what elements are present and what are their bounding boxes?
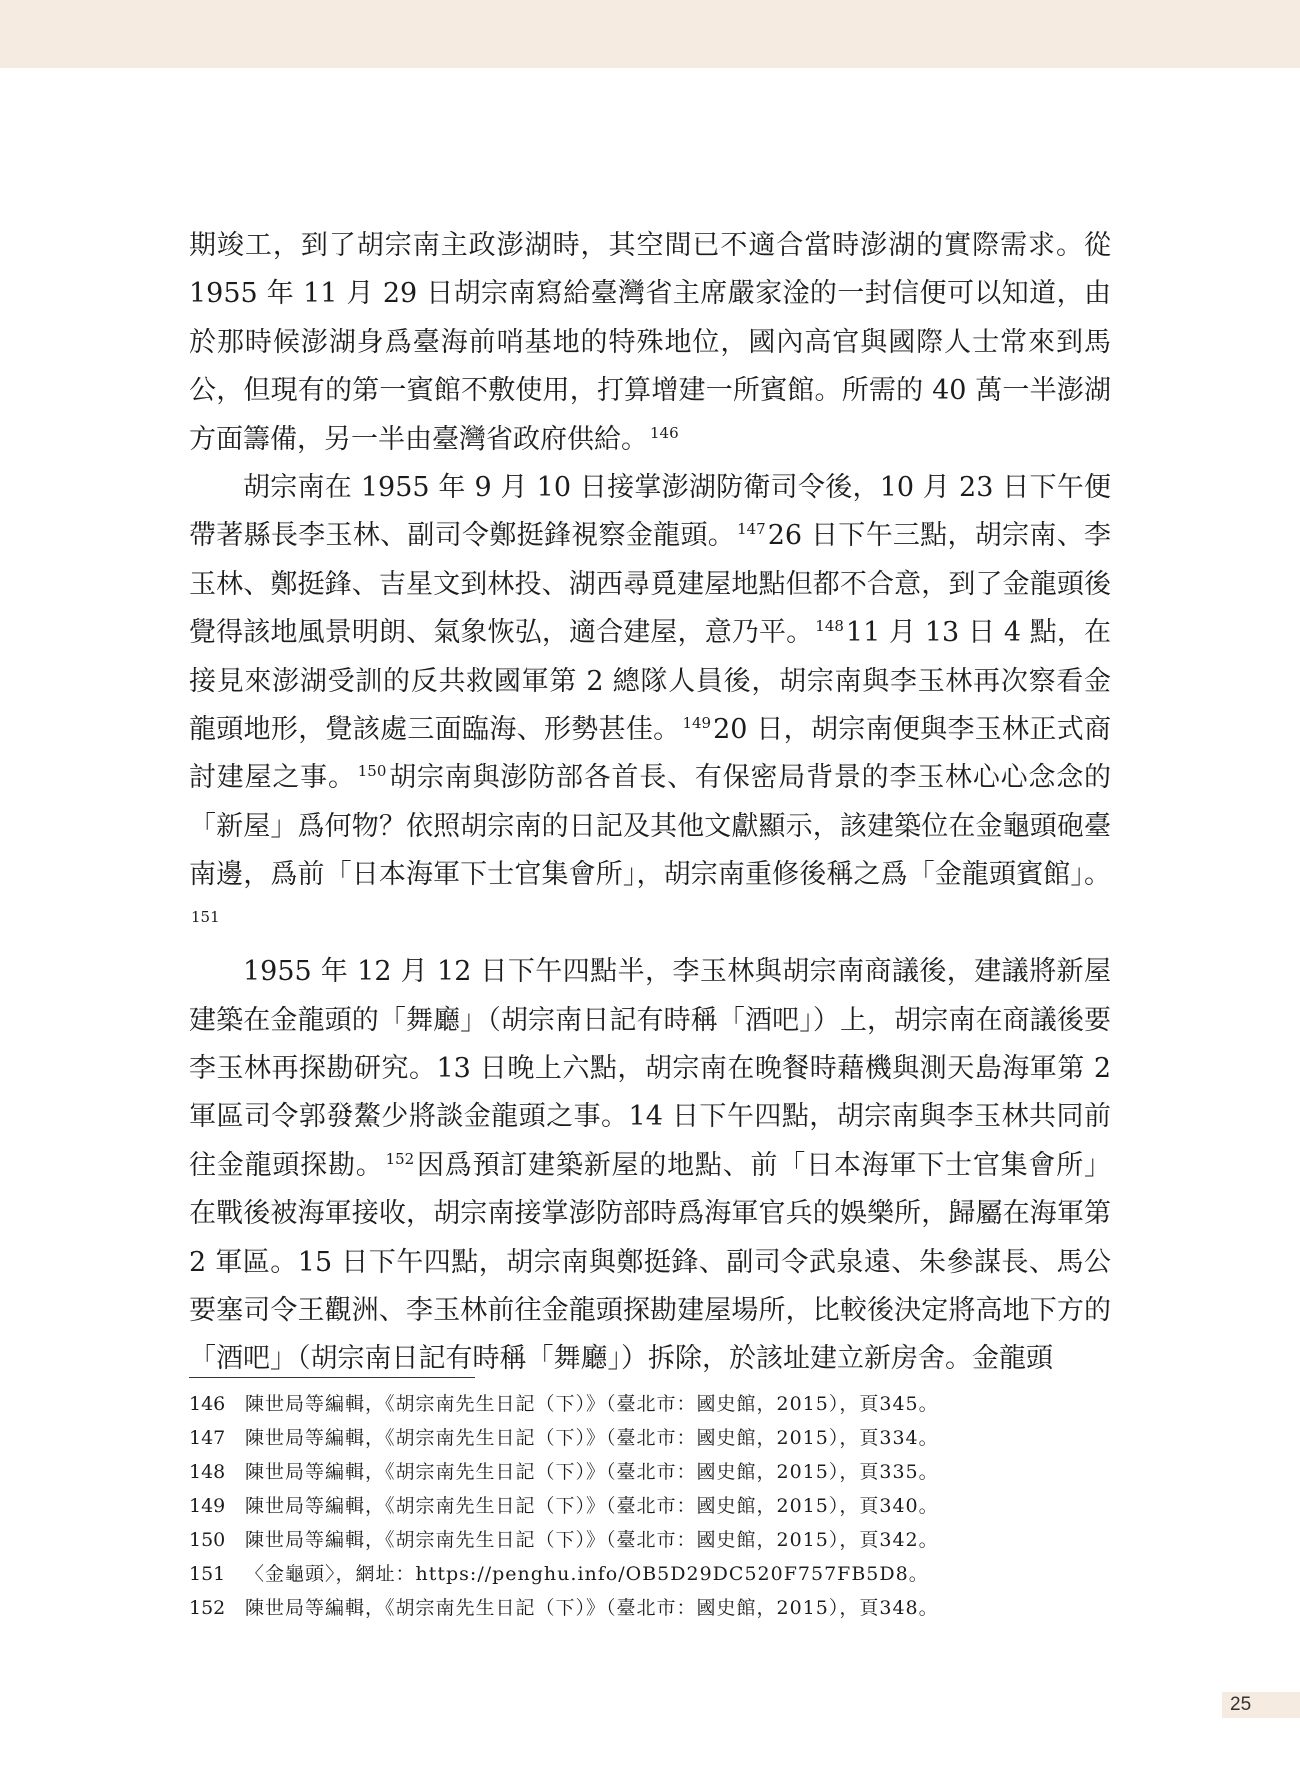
top-header-band (0, 0, 1300, 68)
footnote-item (189, 1455, 1109, 1489)
footnote-item (189, 1387, 1109, 1421)
footnote-item (189, 1489, 1109, 1523)
footnote-ref[interactable]: 149 (682, 714, 712, 733)
body-paragraph (189, 948, 1111, 1384)
paragraph-text: 11 月 13 日 4 點，在接見來澎湖受訓的反共救國軍第 2 總隊人員後，胡宗南與李玉林再次察看金龍頭地形，覺該處三面臨海、形勢甚佳。 (189, 617, 1112, 746)
footnote-number: 150 (189, 1529, 226, 1551)
footnote-number: 151 (189, 1563, 226, 1585)
footnote-ref[interactable]: 148 (815, 617, 844, 636)
footnote-item (189, 1421, 1109, 1455)
paragraph-text: 期竣工，到了胡宗南主政澎湖時，其空間已不適合當時澎湖的實際需求。從1955 年 11 月 29 日胡宗南寫給臺灣省主席嚴家淦的一封信便可以知道，由於那時候澎湖身爲臺海前哨基地的特殊地位，國內高官與國際人士常來到馬公，但現有的第一賓館不敷使用，打算增建一所賓館。所需的 40 萬一半澎湖方面籌備，另一半由臺灣省政府供給。 (189, 230, 1111, 455)
footnote-text: 〈金龜頭〉，網址：https://penghu.info/OB5D29DC520F757FB5D8。 (245, 1563, 929, 1585)
paragraph-text: 胡宗南與澎防部各首長、有保密局背景的李玉林心心念念的「新屋」爲何物？依照胡宗南的日記及其他文獻顯示，該建築位在金龜頭砲臺南邊，爲前「日本海軍下士官集會所」，胡宗南重修後稱之爲「金龍頭賓館」。 (189, 762, 1112, 891)
footnote-number: 147 (189, 1427, 226, 1449)
footnote-text: 陳世局等編輯，《胡宗南先生日記（下）》（臺北市：國史館，2015），頁340。 (245, 1495, 939, 1517)
paragraph-text: 胡宗南在 1955 年 9 月 10 日接掌澎湖防衛司令後，10 月 23 日下午便帶著縣長李玉林、副司令鄭挺鋒視察金龍頭。 (189, 472, 1111, 552)
main-body-text (189, 222, 1111, 1384)
footnote-ref[interactable]: 152 (385, 1149, 415, 1168)
footnote-separator (189, 1377, 475, 1378)
body-paragraph (189, 464, 1111, 948)
body-paragraph (189, 222, 1111, 464)
footnote-ref[interactable]: 146 (650, 423, 679, 442)
footnote-item (189, 1557, 1109, 1591)
paragraph-text: 1955 年 12 月 12 日下午四點半，李玉林與胡宗南商議後，建議將新屋建築在金龍頭的「舞廳」（胡宗南日記有時稱「酒吧」）上，胡宗南在商議後要李玉林再探勘研究。13 日晚上六點，胡宗南在晚餐時藉機與測天島海軍第 2 軍區司令郭發鰲少將談金龍頭之事。14 日下午四點，胡宗南與李玉林共同前往金龍頭探勘。 (189, 956, 1111, 1181)
footnote-item (189, 1591, 1109, 1625)
footnote-item (189, 1523, 1109, 1557)
footnote-number: 149 (189, 1495, 226, 1517)
footnote-ref[interactable]: 151 (191, 907, 220, 926)
footnote-number: 152 (189, 1597, 226, 1619)
paragraph-text: 因爲預訂建築新屋的地點、前「日本海軍下士官集會所」在戰後被海軍接收，胡宗南接掌澎防部時爲海軍官兵的娛樂所，歸屬在海軍第 2 軍區。15 日下午四點，胡宗南與鄭挺鋒、副司令武泉遠、朱參謀長、馬公要塞司令王觀洲、李玉林前往金龍頭探勘建屋場所，比較後決定將高地下方的「酒吧」（胡宗南日記有時稱「舞廳」）拆除，於該址建立新房舍。金龍頭 (189, 1149, 1112, 1375)
paragraph-text: 20 日，胡宗南便與李玉林正式商討建屋之事。 (189, 714, 1111, 794)
footnote-ref[interactable]: 147 (737, 520, 766, 539)
footnote-text: 陳世局等編輯，《胡宗南先生日記（下）》（臺北市：國史館，2015），頁345。 (245, 1393, 939, 1415)
paragraph-text: 26 日下午三點，胡宗南、李玉林、鄭挺鋒、吉星文到林投、湖西尋覓建屋地點但都不合意，到了金龍頭後覺得該地風景明朗、氣象恢弘，適合建屋，意乃平。 (189, 520, 1111, 649)
footnote-text: 陳世局等編輯，《胡宗南先生日記（下）》（臺北市：國史館，2015），頁348。 (245, 1597, 939, 1619)
footnote-text: 陳世局等編輯，《胡宗南先生日記（下）》（臺北市：國史館，2015），頁335。 (245, 1461, 939, 1483)
footnote-number: 148 (189, 1461, 226, 1483)
footnotes-list (189, 1387, 1109, 1625)
page-number: 25 (1222, 1692, 1300, 1718)
footnote-text: 陳世局等編輯，《胡宗南先生日記（下）》（臺北市：國史館，2015），頁334。 (245, 1427, 939, 1449)
footnote-number: 146 (189, 1393, 226, 1415)
footnote-text: 陳世局等編輯，《胡宗南先生日記（下）》（臺北市：國史館，2015），頁342。 (245, 1529, 939, 1551)
footnote-ref[interactable]: 150 (357, 762, 387, 781)
